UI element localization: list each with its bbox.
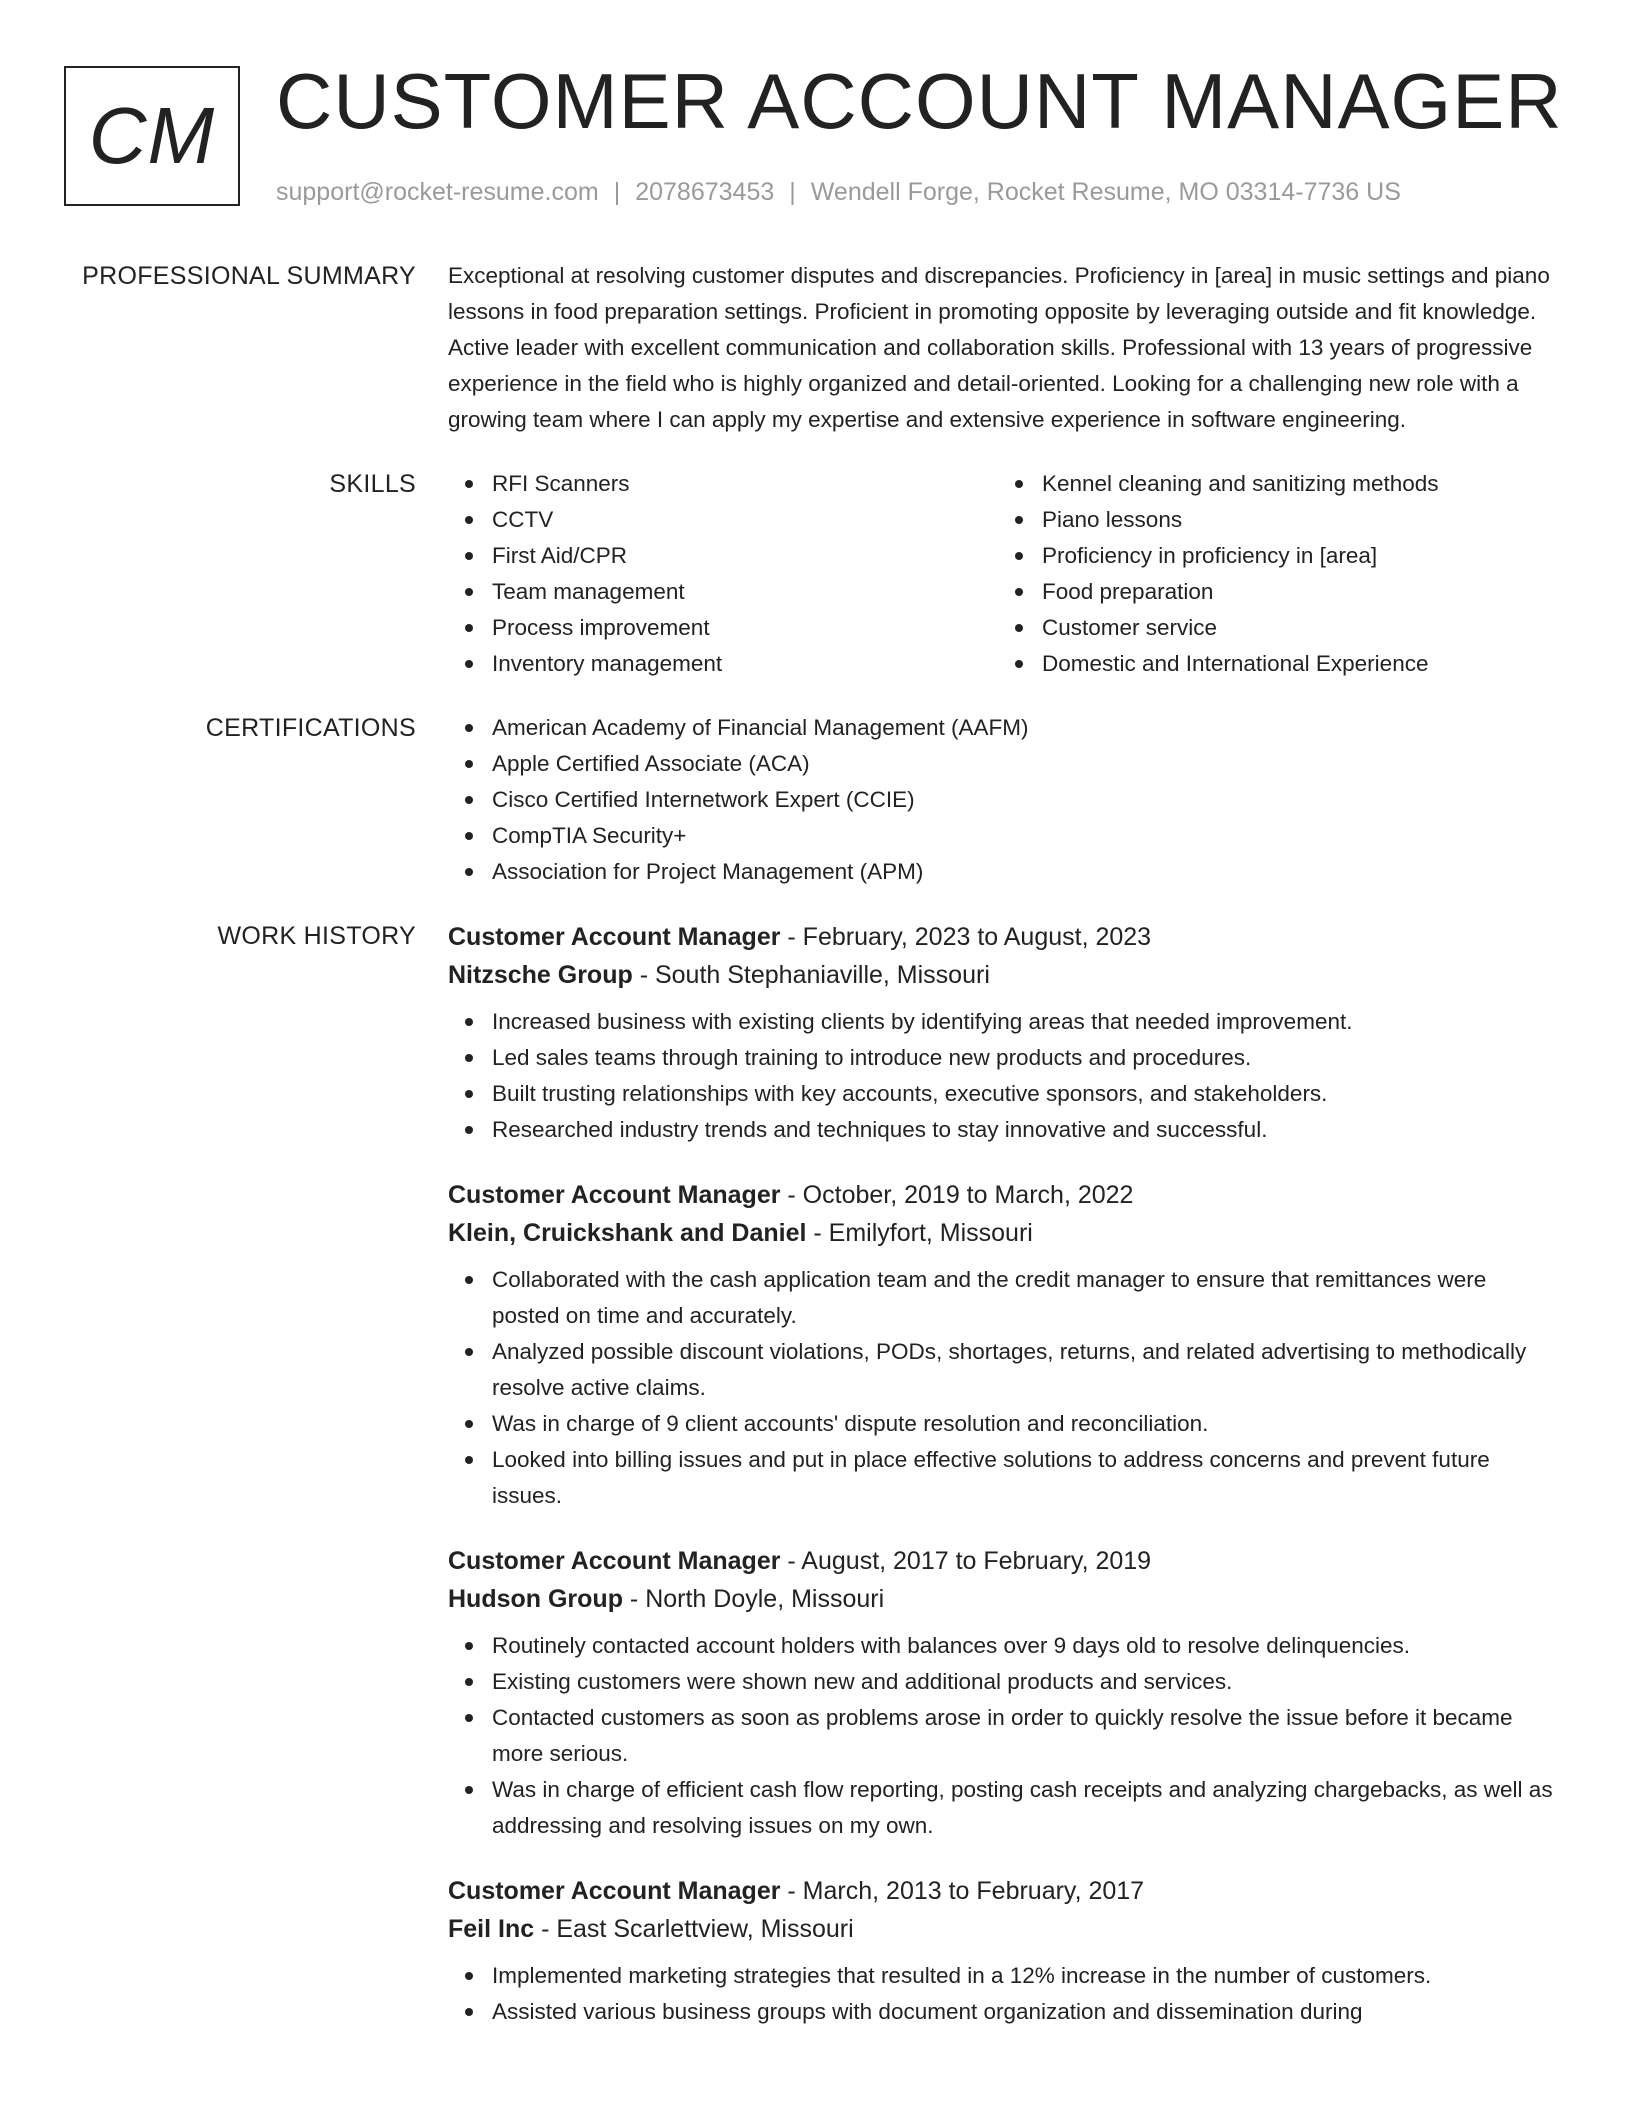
job-dates: - February, 2023 to August, 2023 [780, 923, 1152, 951]
monogram-logo: CM [64, 66, 240, 206]
skill-item: RFI Scanners [448, 466, 998, 502]
job-company-line [448, 1580, 1556, 1618]
section-label: PROFESSIONAL SUMMARY [82, 262, 416, 290]
certification-item: Association for Project Management (APM) [448, 854, 1556, 890]
job-title: Customer Account Manager [448, 1547, 781, 1575]
resume-title: CUSTOMER ACCOUNT MANAGER [276, 57, 1563, 145]
summary-body [448, 258, 1556, 438]
job-bullet: Was in charge of 9 client accounts' dispute resolution and reconciliation. [448, 1406, 1556, 1442]
job-company: Hudson Group [448, 1585, 623, 1613]
skill-item: Proficiency in proficiency in [area] [998, 538, 1548, 574]
skills-body [448, 466, 1556, 682]
skills-section [0, 466, 1632, 682]
skills-list-right [998, 466, 1548, 682]
job-bullets [448, 1004, 1556, 1148]
job-location: - East Scarlettview, Missouri [534, 1915, 854, 1943]
job-company: Klein, Cruickshank and Daniel [448, 1219, 807, 1247]
job-title: Customer Account Manager [448, 1181, 781, 1209]
job-location: - Emilyfort, Missouri [806, 1219, 1033, 1247]
contact-email: support@rocket-resume.com [276, 178, 599, 206]
work-history-section [0, 918, 1632, 2058]
job-bullet: Collaborated with the cash application team and the credit manager to ensure that remittances were posted on time and accurately. [448, 1262, 1556, 1334]
skill-item: Domestic and International Experience [998, 646, 1548, 682]
certifications-body [448, 710, 1556, 890]
section-label: CERTIFICATIONS [205, 714, 416, 742]
resume-header [0, 0, 1632, 240]
job-bullet: Assisted various business groups with document organization and dissemination during [448, 1994, 1556, 2030]
job-title-line [448, 1872, 1556, 1910]
job-company-line [448, 1214, 1556, 1252]
job-bullet: Led sales teams through training to introduce new products and procedures. [448, 1040, 1556, 1076]
job-entry [448, 1176, 1556, 1514]
skill-item: Kennel cleaning and sanitizing methods [998, 466, 1548, 502]
job-company-line [448, 956, 1556, 994]
contact-line [276, 175, 1401, 209]
skill-item: Customer service [998, 610, 1548, 646]
job-dates: - October, 2019 to March, 2022 [780, 1181, 1134, 1209]
skill-item: Inventory management [448, 646, 998, 682]
skill-item: Team management [448, 574, 998, 610]
job-dates: - March, 2013 to February, 2017 [780, 1877, 1145, 1905]
job-entry [448, 1872, 1556, 2030]
job-bullet: Increased business with existing clients by identifying areas that needed improvement. [448, 1004, 1556, 1040]
job-company: Feil Inc [448, 1915, 535, 1943]
job-dates: - August, 2017 to February, 2019 [780, 1547, 1152, 1575]
job-entry [448, 1542, 1556, 1844]
skill-item: CCTV [448, 502, 998, 538]
certifications-list [448, 710, 1556, 890]
contact-phone: 2078673453 [635, 178, 775, 206]
job-bullets [448, 1262, 1556, 1514]
section-label: SKILLS [329, 470, 416, 498]
job-location: - South Stephaniaville, Missouri [632, 961, 990, 989]
job-bullets [448, 1628, 1556, 1844]
skill-item: First Aid/CPR [448, 538, 998, 574]
skill-item: Process improvement [448, 610, 998, 646]
job-bullet: Routinely contacted account holders with balances over 9 days old to resolve delinquencies. [448, 1628, 1556, 1664]
certification-item: Apple Certified Associate (ACA) [448, 746, 1556, 782]
job-title-line [448, 1542, 1556, 1580]
job-title: Customer Account Manager [448, 1877, 781, 1905]
job-bullet: Built trusting relationships with key accounts, executive sponsors, and stakeholders. [448, 1076, 1556, 1112]
contact-separator: | [613, 178, 621, 206]
job-bullet: Existing customers were shown new and additional products and services. [448, 1664, 1556, 1700]
certification-item: American Academy of Financial Management (AAFM) [448, 710, 1556, 746]
skills-list-left [448, 466, 998, 682]
job-bullet: Researched industry trends and techniques to stay innovative and successful. [448, 1112, 1556, 1148]
job-company: Nitzsche Group [448, 961, 633, 989]
job-company-line [448, 1910, 1556, 1948]
skill-item: Piano lessons [998, 502, 1548, 538]
work-history-body [448, 918, 1556, 2058]
contact-separator: | [789, 178, 796, 206]
job-title-line [448, 1176, 1556, 1214]
job-bullet: Implemented marketing strategies that resulted in a 12% increase in the number of customers. [448, 1958, 1556, 1994]
job-bullet: Looked into billing issues and put in place effective solutions to address concerns and prevent future issues. [448, 1442, 1556, 1514]
skill-item: Food preparation [998, 574, 1548, 610]
resume-content [0, 258, 1632, 2086]
job-bullet: Analyzed possible discount violations, PODs, shortages, returns, and related advertising to methodically resolve active claims. [448, 1334, 1556, 1406]
summary-section [0, 258, 1632, 438]
job-location: - North Doyle, Missouri [622, 1585, 885, 1613]
job-bullets [448, 1958, 1556, 2030]
job-bullet: Was in charge of efficient cash flow reporting, posting cash receipts and analyzing chargebacks, as well as addressing and resolving issues on my own. [448, 1772, 1556, 1844]
summary-text: Exceptional at resolving customer disputes and discrepancies. Proficiency in [area] in music settings and piano lessons in food preparation settings. Proficient in promoting opposite by leveraging outside and fit knowledge. Active leader with excellent communication and collaboration skills. Professional with 13 years of progressive experience in the field who is highly organized and detail-oriented. Looking for a challenging new role with a growing team where I can apply my expertise and extensive experience in software engineering. [448, 263, 1550, 432]
certification-item: CompTIA Security+ [448, 818, 1556, 854]
certifications-section [0, 710, 1632, 890]
section-label: WORK HISTORY [217, 922, 416, 950]
contact-address: Wendell Forge, Rocket Resume, MO 03314-7736 US [810, 178, 1401, 206]
job-bullet: Contacted customers as soon as problems arose in order to quickly resolve the issue before it became more serious. [448, 1700, 1556, 1772]
job-entry [448, 918, 1556, 1148]
job-title-line [448, 918, 1556, 956]
job-title: Customer Account Manager [448, 923, 781, 951]
certification-item: Cisco Certified Internetwork Expert (CCIE) [448, 782, 1556, 818]
